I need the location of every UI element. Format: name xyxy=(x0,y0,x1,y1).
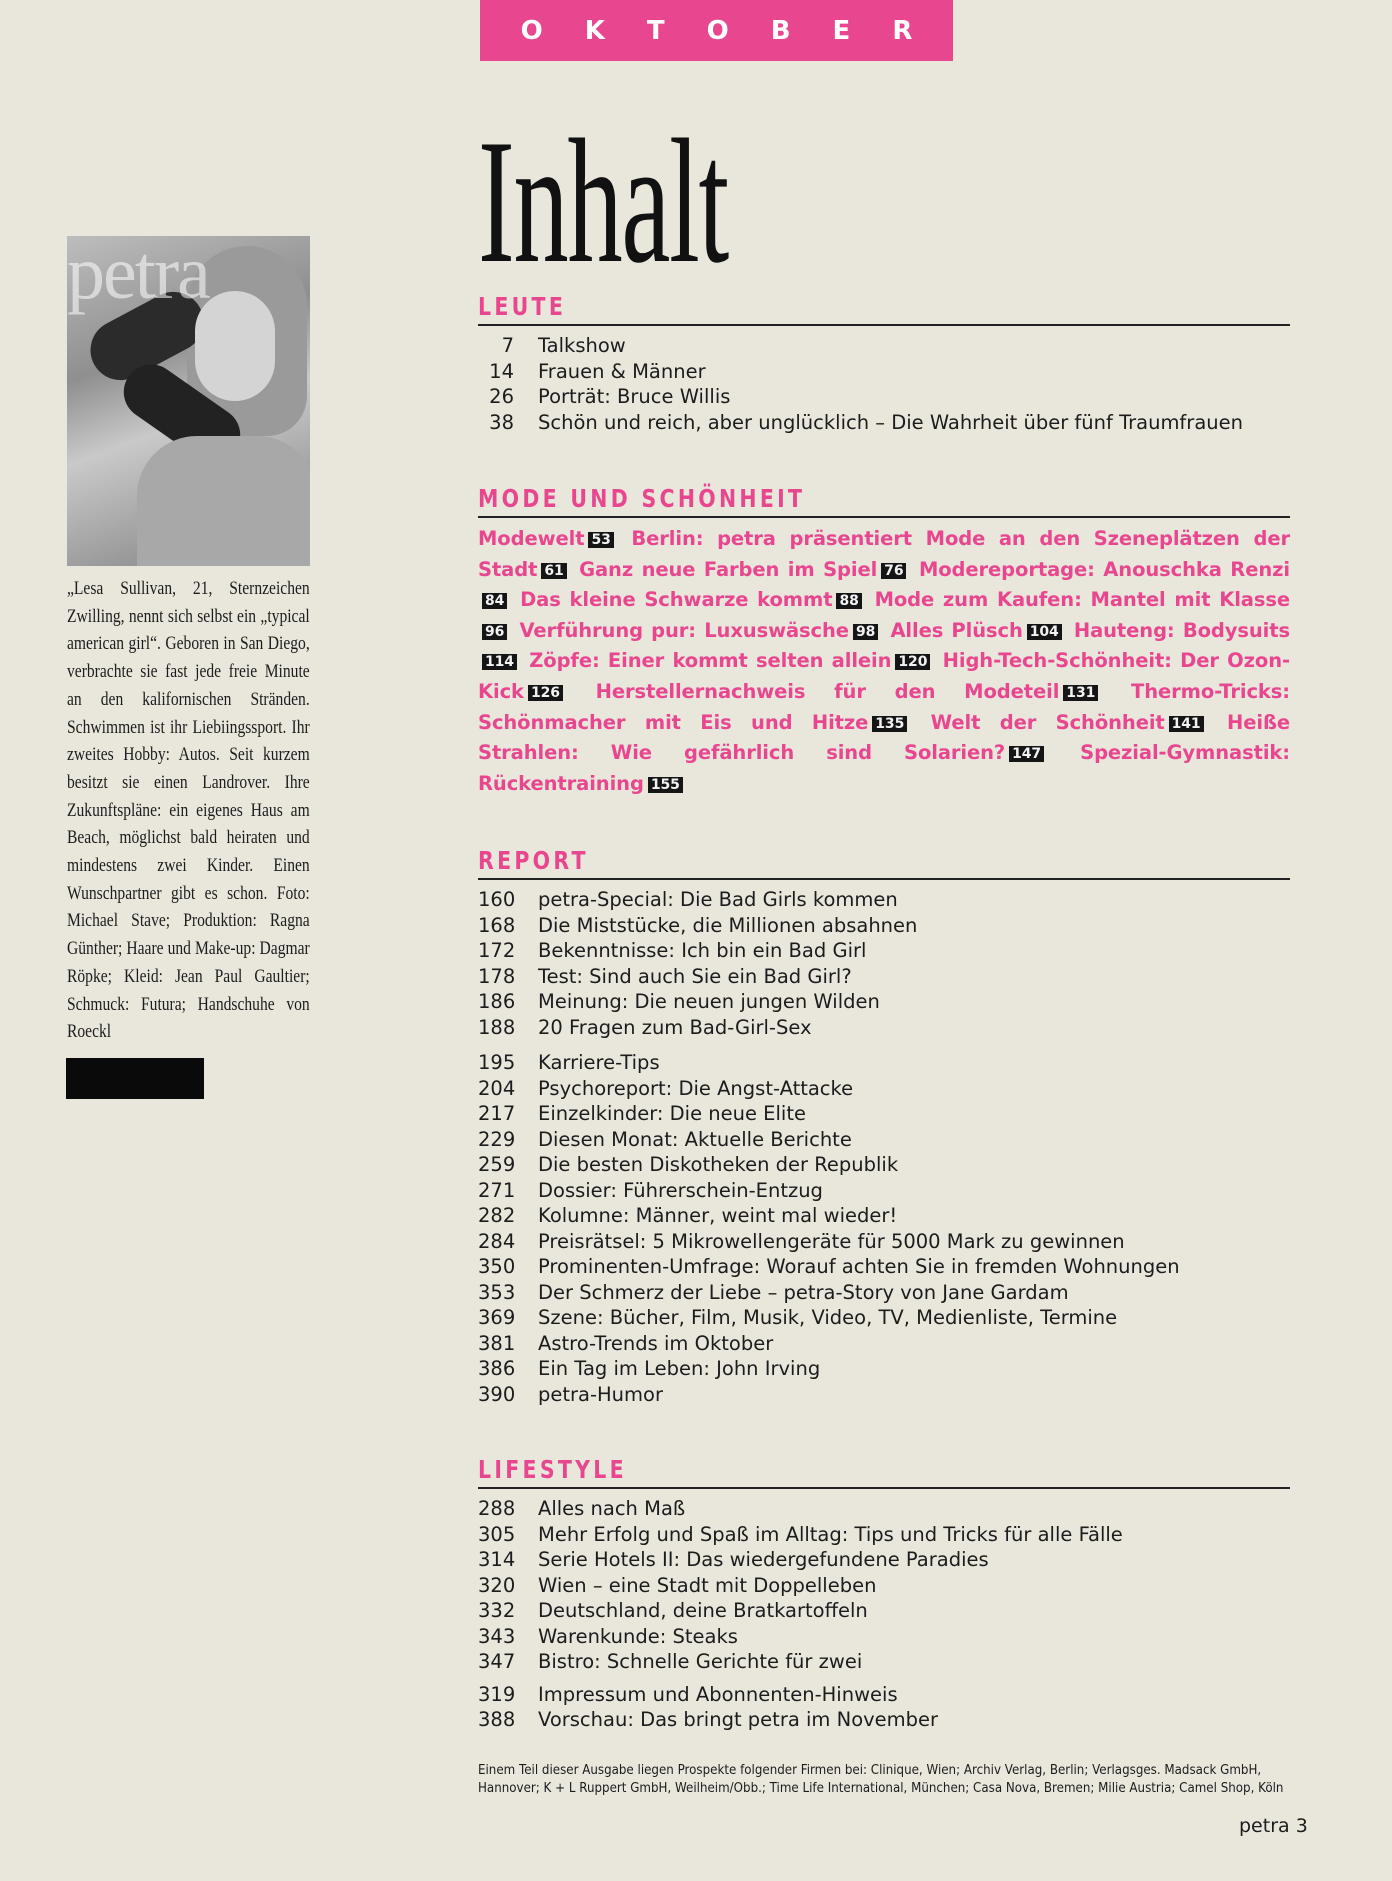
entry-title: Dossier: Führerschein-Entzug xyxy=(538,1178,823,1202)
page-number-badge: 61 xyxy=(541,563,566,579)
entry-page: 14 xyxy=(489,359,514,383)
mode-item-title: Berlin: petra präsentiert Mode an den Szeneplätzen der Stadt xyxy=(478,527,1290,581)
entry-title: Vorschau: Das bringt petra im November xyxy=(538,1708,939,1731)
toc-entry xyxy=(478,938,1290,964)
entry-page: 7 xyxy=(501,334,514,357)
page-number-badge: 76 xyxy=(881,563,906,579)
entry-list xyxy=(478,1682,1290,1733)
toc-entry xyxy=(478,1382,1290,1408)
mode-item-title: Herstellernachweis für den Modeteil xyxy=(595,679,1060,703)
black-bar xyxy=(66,1058,204,1099)
section-heading: LIFESTYLE xyxy=(478,1455,627,1484)
mode-item-title: High-Tech-Schönheit: Der Ozon-Kick xyxy=(478,649,1290,703)
entry-title: Meinung: Die neuen jungen Wilden xyxy=(538,990,880,1013)
entry-title: Alles nach Maß xyxy=(538,1497,686,1520)
mode-item-title: Hauteng: Bodysuits xyxy=(1073,618,1290,642)
mode-item-title: Spezial-Gymnastik: Rückentraining xyxy=(478,741,1290,795)
entry-list xyxy=(478,887,1290,1040)
section-report xyxy=(478,845,1290,1407)
entry-title: Prominenten-Umfrage: Worauf achten Sie in fremden Wohnungen xyxy=(538,1255,1180,1278)
entry-title: Mehr Erfolg und Spaß im Alltag: Tips und Tricks für alle Fälle xyxy=(538,1522,1123,1546)
page-number-badge: 126 xyxy=(528,685,563,701)
entry-title: Psychoreport: Die Angst-Attacke xyxy=(538,1076,854,1100)
toc-entry xyxy=(478,1624,1290,1650)
entry-title: Deutschland, deine Bratkartoffeln xyxy=(538,1599,868,1622)
mode-item-title: Verführung pur: Luxuswäsche xyxy=(519,618,849,642)
entry-title: Szene: Bücher, Film, Musik, Video, TV, Medienliste, Termine xyxy=(538,1306,1118,1329)
toc-entry xyxy=(478,410,1290,436)
entry-title: Die Miststücke, die Millionen absahnen xyxy=(538,913,918,937)
page-number-badge: 131 xyxy=(1063,685,1098,701)
toc-entry xyxy=(478,989,1290,1015)
section-leute xyxy=(478,291,1290,435)
entry-title: Die besten Diskotheken der Republik xyxy=(538,1153,899,1176)
page-title: Inhalt xyxy=(478,102,728,300)
entry-page: 186 xyxy=(478,990,516,1013)
toc-entry xyxy=(478,1152,1290,1178)
entry-list xyxy=(478,1496,1290,1675)
toc-entry xyxy=(478,913,1290,939)
toc-entry xyxy=(478,1522,1290,1548)
entry-title: petra-Humor xyxy=(538,1382,663,1406)
toc-entry xyxy=(478,384,1290,410)
entry-page: 353 xyxy=(478,1280,516,1304)
entry-page: 319 xyxy=(478,1682,516,1706)
entry-title: petra-Special: Die Bad Girls kommen xyxy=(538,888,898,911)
mode-item-title: Heiße Strahlen: Wie gefährlich sind Solarien? xyxy=(478,710,1290,765)
mode-item-title: Thermo-Tricks: Schönmacher mit Eis und Hitze xyxy=(478,679,1290,734)
entry-page: 271 xyxy=(478,1178,516,1202)
entry-page: 168 xyxy=(478,913,516,937)
page-number-badge: 135 xyxy=(872,716,907,732)
entry-page: 350 xyxy=(478,1255,516,1278)
toc-entry xyxy=(478,1076,1290,1102)
entry-title: Talkshow xyxy=(538,334,626,357)
entry-page: 390 xyxy=(478,1382,516,1406)
entry-title: Einzelkinder: Die neue Elite xyxy=(538,1102,806,1125)
entry-page: 288 xyxy=(478,1497,516,1520)
page-number-badge: 53 xyxy=(588,532,613,548)
entry-page: 204 xyxy=(478,1076,516,1100)
page-folio: petra 3 xyxy=(1239,1815,1308,1837)
page-number-badge: 147 xyxy=(1009,746,1044,762)
entry-title: Wien – eine Stadt mit Doppelleben xyxy=(538,1573,877,1597)
toc-entry xyxy=(478,1707,1290,1733)
mode-item-title: Modereportage: Anouschka Renzi xyxy=(918,557,1290,581)
section-lifestyle xyxy=(478,1454,1290,1733)
entry-page: 388 xyxy=(478,1708,516,1731)
entry-title: Ein Tag im Leben: John Irving xyxy=(538,1357,821,1380)
section-rule xyxy=(478,516,1290,518)
entry-title: Der Schmerz der Liebe – petra-Story von Jane Gardam xyxy=(538,1280,1069,1304)
entry-page: 178 xyxy=(478,964,516,988)
section-heading: REPORT xyxy=(478,846,589,875)
entry-page: 26 xyxy=(489,385,514,408)
page-number-badge: 84 xyxy=(482,593,507,609)
entry-title: Test: Sind auch Sie ein Bad Girl? xyxy=(538,964,852,988)
toc-entry xyxy=(478,1356,1290,1382)
entry-page: 259 xyxy=(478,1153,516,1176)
section-rule xyxy=(478,1487,1290,1489)
mode-item-title: Das kleine Schwarze kommt xyxy=(520,588,833,612)
section-rule xyxy=(478,324,1290,326)
page-number-badge: 88 xyxy=(836,593,861,609)
entry-page: 314 xyxy=(478,1548,516,1571)
section-mode xyxy=(478,483,1290,799)
toc-entry xyxy=(478,1280,1290,1306)
entry-page: 332 xyxy=(478,1599,516,1622)
mode-paragraph xyxy=(478,524,1290,799)
toc-entry xyxy=(478,1649,1290,1675)
entry-title: Astro-Trends im Oktober xyxy=(538,1331,774,1355)
entry-page: 217 xyxy=(478,1102,516,1125)
toc-entry xyxy=(478,1331,1290,1357)
entry-page: 282 xyxy=(478,1204,516,1227)
entry-page: 386 xyxy=(478,1357,516,1380)
entry-page: 195 xyxy=(478,1051,516,1074)
mode-item-title: Modewelt xyxy=(478,527,585,550)
entry-title: Serie Hotels II: Das wiedergefundene Paradies xyxy=(538,1548,989,1571)
toc-entry xyxy=(478,1547,1290,1573)
toc-entry xyxy=(478,964,1290,990)
entry-list xyxy=(478,1050,1290,1407)
toc-entry xyxy=(478,1229,1290,1255)
toc-entry xyxy=(478,1496,1290,1522)
entry-title: Diesen Monat: Aktuelle Berichte xyxy=(538,1127,852,1151)
entry-page: 347 xyxy=(478,1650,516,1673)
entry-title: Karriere-Tips xyxy=(538,1051,660,1074)
toc-entry xyxy=(478,1682,1290,1708)
toc-entry xyxy=(478,1050,1290,1076)
entry-page: 160 xyxy=(478,888,516,911)
toc-entry xyxy=(478,1178,1290,1204)
toc-entry xyxy=(478,359,1290,385)
toc-entry xyxy=(478,1305,1290,1331)
mode-item-title: Welt der Schönheit xyxy=(930,710,1165,734)
supplement-note: Einem Teil dieser Ausgabe liegen Prospekte folgender Firmen bei: Clinique, Wien; Archiv Verlag, Berlin; Verlagsges. Madsack GmbH, Hannover; K + L Ruppert GmbH, Weilheim/Obb.; Time Life International, München; Casa Nova, Bremen; Milie Austria; Camel Shop, Köln xyxy=(478,1762,1284,1796)
entry-list xyxy=(478,333,1290,435)
entry-page: 284 xyxy=(478,1229,516,1253)
mode-item-title: Ganz neue Farben im Spiel xyxy=(579,557,878,581)
entry-title: Bistro: Schnelle Gerichte für zwei xyxy=(538,1650,863,1673)
entry-page: 305 xyxy=(478,1522,516,1546)
mode-item-title: Zöpfe: Einer kommt selten allein xyxy=(529,649,892,673)
page-number-badge: 141 xyxy=(1169,716,1204,732)
entry-title: Bekenntnisse: Ich bin ein Bad Girl xyxy=(538,939,867,962)
entry-title: Preisrätsel: 5 Mikrowellengeräte für 5000 Mark zu gewinnen xyxy=(538,1229,1125,1253)
cover-thumbnail xyxy=(67,236,310,566)
toc-entry xyxy=(478,1598,1290,1624)
entry-page: 188 xyxy=(478,1015,516,1039)
toc-entry xyxy=(478,333,1290,359)
entry-page: 320 xyxy=(478,1573,516,1597)
mode-item-title: Alles Plüsch xyxy=(890,618,1023,642)
entry-title: Porträt: Bruce Willis xyxy=(538,385,731,408)
section-heading: LEUTE xyxy=(478,292,567,321)
entry-title: Impressum und Abonnenten-Hinweis xyxy=(538,1682,898,1706)
entry-title: Warenkunde: Steaks xyxy=(538,1624,738,1648)
toc-entry xyxy=(478,887,1290,913)
page-number-badge: 114 xyxy=(482,654,517,670)
toc-entry xyxy=(478,1203,1290,1229)
page-number-badge: 98 xyxy=(853,624,878,640)
entry-page: 229 xyxy=(478,1127,516,1151)
entry-title: 20 Fragen zum Bad-Girl-Sex xyxy=(538,1015,812,1039)
entry-title: Kolumne: Männer, weint mal wieder! xyxy=(538,1204,898,1227)
toc-entry xyxy=(478,1254,1290,1280)
toc-entry xyxy=(478,1573,1290,1599)
page-number-badge: 120 xyxy=(895,654,930,670)
entry-page: 343 xyxy=(478,1624,516,1648)
toc-entry xyxy=(478,1015,1290,1041)
entry-page: 369 xyxy=(478,1306,516,1329)
entry-page: 172 xyxy=(478,939,516,962)
toc-entry xyxy=(478,1101,1290,1127)
mode-item-title: Mode zum Kaufen: Mantel mit Klasse xyxy=(874,588,1290,612)
cover-logo: petra xyxy=(67,236,209,315)
month-banner: OKTOBER xyxy=(480,0,953,61)
entry-title: Frauen & Männer xyxy=(538,359,706,383)
page-number-badge: 155 xyxy=(648,777,683,793)
section-heading: MODE UND SCHÖNHEIT xyxy=(478,484,806,513)
section-rule xyxy=(478,878,1290,880)
entry-title: Schön und reich, aber unglücklich – Die Wahrheit über fünf Traumfrauen xyxy=(538,410,1243,434)
entry-page: 381 xyxy=(478,1331,516,1355)
page-number-badge: 104 xyxy=(1027,624,1062,640)
toc-entry xyxy=(478,1127,1290,1153)
cover-caption: „Lesa Sullivan, 21, Sternzeichen Zwilling, nennt sich selbst ein „typical american girl“. Geboren in San Diego, verbrachte sie fast jede freie Minute an den kalifornischen Stränden. Schwimmen ist ihr Liebiingssport. Ihr zweites Hobby: Autos. Seit kurzem besitzt sie einen Landrover. Ihre Zukunftspläne: ein eigenes Haus am Beach, möglichst bald heiraten und mindestens zwei Kinder. Einen Wunschpartner gibt es schon. Foto: Michael Stave; Produktion: Ragna Günther; Haare und Make-up: Dagmar Röpke; Kleid: Jean Paul Gaultier; Schmuck: Futura; Handschuhe von Roeckl xyxy=(67,578,310,1043)
entry-page: 38 xyxy=(489,410,514,434)
page-number-badge: 96 xyxy=(482,624,507,640)
